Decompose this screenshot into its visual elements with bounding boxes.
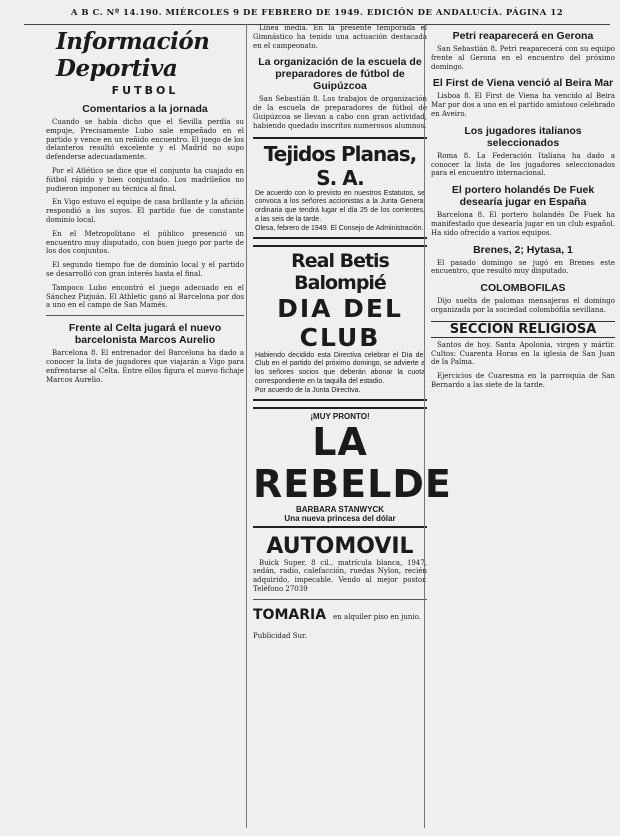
paragraph: Barcelona 8. El entrenador del Barcelona ha dado a conocer la lista de jugadores que viajarán a Vigo para enfrentarse al Celta. Entre ellos figura el nuevo fichaje Marcos Aurelio. <box>46 349 244 384</box>
headline-de-fuek: El portero holandés De Fuek desearía jugar en España <box>451 184 595 209</box>
masthead: Información Deportiva <box>56 28 210 82</box>
paragraph: Roma 8. La Federación Italiana ha dado a conocer la lista de los jugadores seleccionados para el encuentro internacional. <box>431 151 615 178</box>
column-left <box>46 24 244 828</box>
ad-rebelde-star: BARBARA STANWYCK <box>296 504 384 514</box>
ad-betis-sub: DIA DEL CLUB <box>277 293 403 352</box>
ad-tomaria-text: en alquiler piso en junio. Publicidad Sur. <box>253 612 421 640</box>
ad-rebelde <box>253 407 452 528</box>
headline-colombofilas: COLOMBOFILAS <box>480 282 566 295</box>
paragraph: El pasado domingo se jugó en Brenes este encuentro, que resultó muy disputado. <box>431 258 615 276</box>
ad-betis-text: Habiendo decidido esta Directiva celebrar el Día del Club en el partido del próximo domingo, se advierte a los señores socios que deberán abonar la cuota correspondiente en la taquilla del estadio. <box>255 351 425 385</box>
ad-tejidos-text: De acuerdo con lo previsto en nuestros Estatutos, se convoca a los señores accionistas a la Junta General ordinaria que tendrá lugar el día 25 de los corrientes, a las seis de la tarde. <box>255 189 425 223</box>
divider <box>253 599 427 600</box>
headline-religiosa: SECCION RELIGIOSA <box>431 321 615 338</box>
ad-rebelde-tag: Una nueva princesa del dólar <box>284 513 396 523</box>
page-header: A B C. Nº 14.190. MIÉRCOLES 9 DE FEBRERO DE 1949. EDICIÓN DE ANDALUCÍA. PÁGINA 12 <box>24 8 610 25</box>
headline-celta: Frente al Celta jugará el nuevo barcelonista Marcos Aurelio <box>68 322 222 347</box>
paragraph: Línea media. En la presente temporada el Gimnástico ha tenido una actuación destacada en el campeonato. <box>253 24 427 50</box>
section-title: FUTBOL <box>111 84 179 97</box>
ad-tejidos-sign: Olesa, febrero de 1949. El Consejo de Administración. <box>255 224 424 232</box>
ad-automovil-text: Buick Super, 8 cil., matrícula blanca, 1947, sedán, radio, calefacción, ruedas Nylon, recién adquirido, impecable. Vendo al mejor postor. Teléfono 27039 <box>253 558 427 593</box>
divider <box>46 315 244 316</box>
headline-comentarios: Comentarios a la jornada <box>82 103 208 115</box>
paragraph: Tampoco Lubo encontró el juego adecuado en el Sánchez Pizjuán. El Athletic ganó al Barcelona por dos a uno en el campo de San Mamés. <box>46 283 244 310</box>
ad-tomaria-title: TOMARIA <box>253 606 327 623</box>
headline-guipuzcoa: La organización de la escuela de preparadores de fútbol de Guipúzcoa <box>258 56 422 93</box>
paragraph: Ejercicios de Cuaresma en la parroquia de San Bernardo a las siete de la tarde. <box>431 372 615 389</box>
ad-betis-sign: Por acuerdo de la Junta Directiva. <box>255 386 361 394</box>
headline-first-viena: El First de Viena venció al Beira Mar <box>432 77 614 90</box>
paragraph: Dijo suelta de palomas mensajeras el domingo organizada por la sociedad colombófila sevillana. <box>431 297 615 314</box>
paragraph: Barcelona 8. El portero holandés De Fuek ha manifestado que desearía jugar en un club español. Ha sido ofrecido a varios equipos. <box>431 211 615 237</box>
ad-betis-title: Real Betis Balompié <box>291 249 389 294</box>
headline-petri: Petri reaparecerá en Gerona <box>452 30 594 42</box>
paragraph: En Vigo estuvo el equipo de casa brillante y la afición respondió a los suyos. El partido fue de constante dominio local. <box>46 198 244 224</box>
ad-tejidos <box>253 137 427 239</box>
paragraph: Por el Atlético se dice que el conjunto ha cuajado en fútbol rápido y bien conjuntado. Los madrileños no pudieron imponer su técnica al final. <box>46 166 244 193</box>
ad-automovil-title: AUTOMOVIL <box>266 533 414 559</box>
paragraph: El segundo tiempo fue de dominio local y el partido se desarrolló con gran interés hasta el final. <box>46 261 244 278</box>
ad-tejidos-title: Tejidos Planas, S. A. <box>263 141 417 190</box>
paragraph: Cuando se había dicho que el Sevilla perdía su empuje, Precisamente Lubo sale empeñado en el partido y vence en un reñido encuentro. El juego de los delanteros resultó excelente y el Madrid no supo defenderse adecuadamente. <box>46 118 244 162</box>
paragraph: San Sebastián 8. Los trabajos de organización de la escuela de preparadores de fútbol de Guipúzcoa se llevan a cabo con gran actividad, habiendo quedado inscritos numerosos alumnos. <box>253 95 427 130</box>
headline-italianos: Los jugadores italianos seleccionados <box>464 124 582 149</box>
paragraph: Lisboa 8. El First de Viena ha vencido al Beira Mar por dos a uno en el partido amistoso celebrado en Aveiro. <box>431 92 615 118</box>
paragraph: Santos de hoy. Santa Apolonia, virgen y mártir. Cultos: Cuarenta Horas en la iglesia de San Juan de la Palma. <box>431 340 615 367</box>
ad-rebelde-title: LA REBELDE <box>253 419 452 506</box>
ad-rebelde-top: ¡MUY PRONTO! <box>310 411 370 421</box>
paragraph: San Sebastián 8. Petri reaparecerá con su equipo frente al Gerona en el encuentro del próximo domingo. <box>431 45 615 71</box>
headline-brenes: Brenes, 2; Hytasa, 1 <box>473 243 573 256</box>
column-right <box>424 24 615 828</box>
paragraph: En el Metropolitano el público presenció un encuentro muy disputado, con buen juego por parte de los dos conjuntos. <box>46 229 244 256</box>
column-middle <box>246 24 452 828</box>
ad-betis <box>253 245 427 401</box>
